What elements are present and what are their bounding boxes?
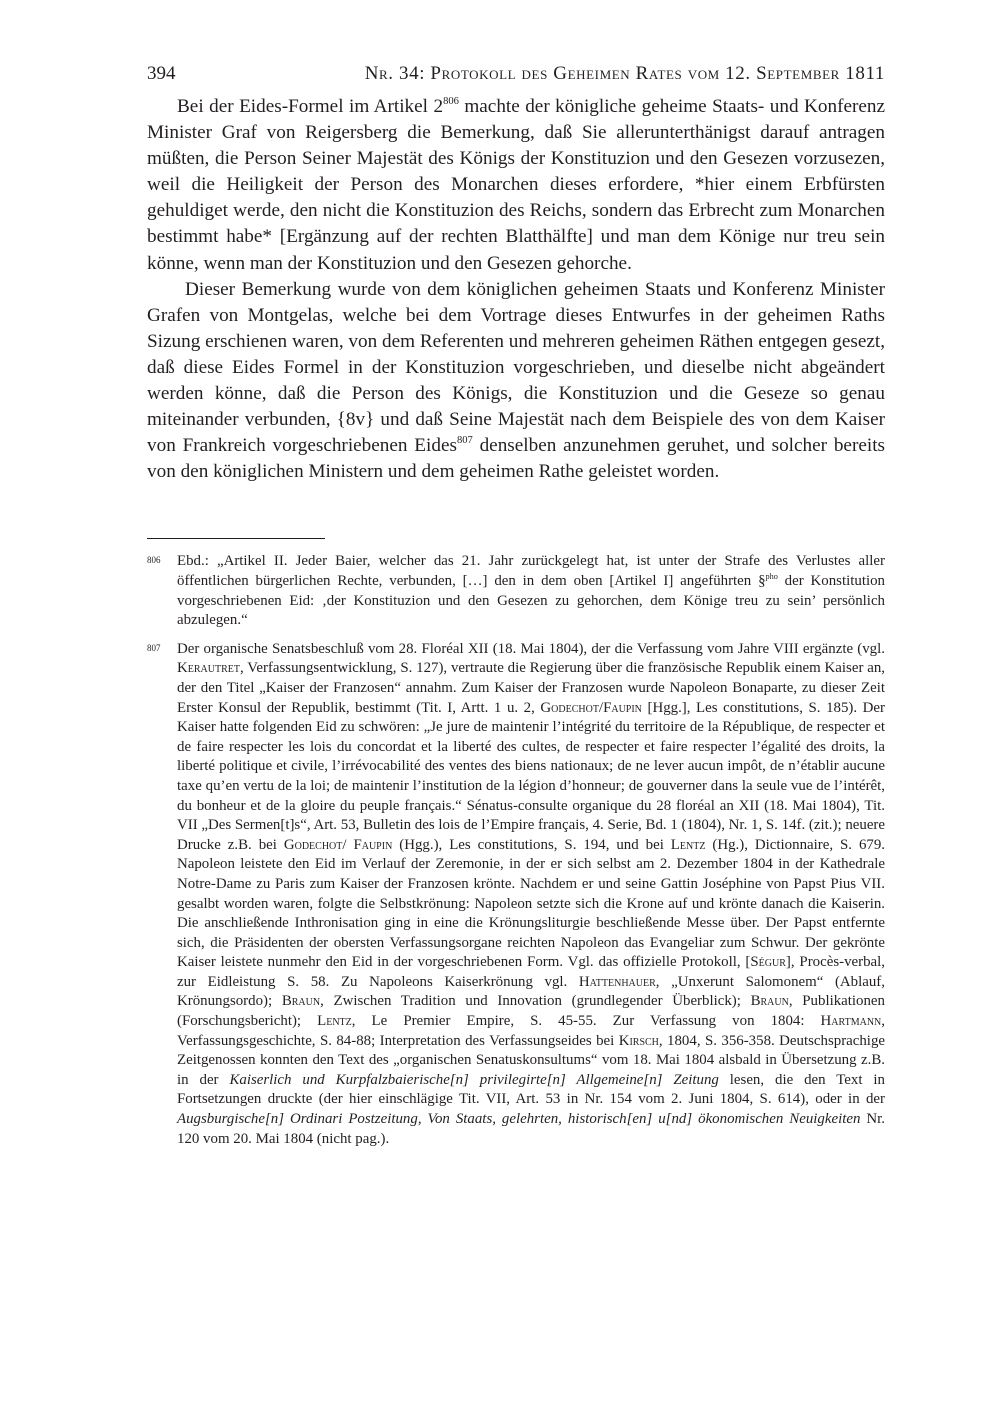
footnote-806-sup: pho: [765, 571, 778, 581]
author-name: Godechot/Faupin: [540, 699, 642, 716]
fn807-seg: [Hgg.], Les constitutions, S. 185). Der Kaiser hatte folgenden Eid zu schwören: „Je jure de maintenir l’intégrité du territoire de la République, de respecter et de faire respecter les lois du concordat et la liberté des cultes, de respecter et faire respecter l’égalité des droits, la liberté politique et civile, l’irrévocabilité des ventes des biens nationaux; de ne lever aucun impôt, de n’établir aucune taxe qu’en vertu de la loi; de maintenir l’institution de la légion d’honneur; de gouverner dans la seule vue de l’intérêt, du bonheur et de la gloire du peuple français.“ Sénatus-consulte organique du 28 floréal an XII (18. Mai 1804), Tit. VII „Des Sermen[t]s“, Art. 53, Bulletin des lois de l’Empire français, 4. Serie, Bd. 1 (1804), Nr. 1, S. 14f. (zit.); neuere Drucke z.B. bei: [177, 699, 885, 853]
footnote-ref-806: 806: [443, 96, 459, 108]
main-text: [147, 94, 885, 485]
footnote-text: [177, 552, 885, 630]
author-name: Lentz: [670, 836, 706, 853]
fn807-seg: , Le Premier Empire, S. 45-55. Zur Verfassung von 1804:: [351, 1013, 821, 1030]
fn807-seg: , 1804, S. 356-358. Deutschsprachige Zeitgenossen konnten den Text des „organischen Senatuskonsultums“ vom 18. Mai 1804 alsbald in Übersetzung z.B. in der: [177, 1032, 886, 1088]
fn807-seg: lesen, die den Text in Fortsetzungen druckte (der hier einschlägige Tit. VII, Art. 53 in Nr. 154 vom 2. Juni 1804, S. 614), oder in der: [177, 1071, 885, 1108]
author-name: Hattenhauer: [578, 973, 656, 990]
author-name: Kirsch: [618, 1032, 659, 1049]
author-name: Hartmann: [820, 1013, 882, 1030]
document-page: [147, 62, 885, 1158]
fn807-seg: , Publikationen (Forschungsbericht);: [177, 993, 885, 1030]
author-name: Braun: [281, 993, 321, 1010]
fn807-seg: ], Procès-verbal, zur Eidleistung S. 58. Zu Napoleons Kaiserkrönung vgl.: [177, 954, 885, 990]
author-name: Kerautret: [177, 660, 240, 677]
fn807-seg: Nr. 120 vom 20. Mai 1804 (nicht pag.).: [177, 1111, 885, 1147]
page-number: 394: [147, 63, 176, 84]
fn807-seg: , „Unxerunt Salomonem“ (Ablauf, Krönungsordo);: [177, 973, 885, 1010]
paragraph-2: [147, 277, 885, 486]
fn807-seg: , Verfassungsgeschichte, S. 84-88; Interpretation des Verfassungseides bei: [177, 1013, 885, 1049]
author-name: Ségur: [750, 954, 786, 971]
newspaper-title: Augsburgische[n] Ordinari Postzeitung, Von Staats, gelehrten, historisch[en] u[nd] ökonomischen Neuigkeiten: [177, 1111, 861, 1128]
footnote-number: 807: [147, 642, 161, 653]
fn807-seg: , Zwischen Tradition und Innovation (grundlegender Überblick);: [320, 993, 751, 1010]
footnotes: [147, 552, 885, 1149]
paragraph-1-text-end: machte der königliche geheime Staats- und Konferenz Minister Graf von Reigersberg die Bemerkung, daß Sie allerunterthänigst darauf antragen müßten, die Person Seiner Majestät des Königs der Konstituzion und den Gesezen vorzusezen, weil die Heiligkeit der Person des Monarchen dieses erfordere, *hier einem Erbfürsten gehuldiget werde, den nicht die Konstituzion des Reichs, sondern das Erbrecht zum Monarchen bestimmt habe* [Ergänzung auf der rechten Blatthälfte] und man dem Könige nur treu sein könne, wenn man der Konstituzion und den Gesezen gehorche.: [147, 96, 885, 274]
paragraph-1-text-start: Bei der Eides-Formel im Artikel 2: [177, 96, 444, 117]
newspaper-title: Kaiserlich und Kurpfalzbaierische[n] privilegirte[n] Allgemeine[n] Zeitung: [229, 1071, 719, 1088]
paragraph-1: [147, 94, 885, 277]
paragraph-2-text-start: Dieser Bemerkung wurde von dem königlichen geheimen Staats und Konferenz Minister Grafen von Montgelas, welche bei dem Vortrage dieses Entwurfes in der geheimen Raths Sizung erschienen waren, von dem Referenten und mehreren geheimen Räthen entgegen gesezt, daß diese Eides Formel in der Konstituzion vorgeschrieben, und dieselbe nicht abgeändert werden könne, daß die Person des Königs, die Konstituzion und die Geseze so genau miteinander verbunden, {8v} und daß Seine Majestät nach dem Beispiele des von dem Kaiser von Frankreich vorgeschriebenen Eides: [147, 278, 885, 457]
footnote-ref-807: 807: [456, 435, 473, 447]
footnote-806-text-end: der Konstitution vorgeschriebenen Eid: ‚der Konstituzion und den Gesezen zu gehorchen, dem Könige treu zu sein’ persönlich abzulegen.“: [177, 573, 885, 629]
fn807-seg: , Verfassungsentwicklung, S. 127), vertraute die Regierung über die französische Republik einem Kaiser an, der den Titel „Kaiser der Franzosen“ annahm. Zum Kaiser der Franzosen wurde Napoleon Bonaparte, zu dieser Zeit Erster Konsul der Republik, bestimmt (Tit. I, Artt. 1 u. 2,: [177, 660, 885, 716]
fn807-seg: (Hg.), Dictionnaire, S. 679. Napoleon leistete den Eid im Verlauf der Zeremonie, in der er sich selbst am 2. Dezember 1804 in der Kathedrale Notre-Dame zu Paris zum Kaiser der Franzosen krönte. Nachdem er und seine Gattin Joséphine von Papst Pius VII. gesalbt worden waren, folgte die Selbstkrönung: Napoleon setzte sich die Krone auf und krönte danach die Kaiserin. Die anschließende Inthronisation ging in eine die Krönungsliturgie beschließende Messe über. Der Papst entfernte sich, die Präsidenten der obersten Verfassungsorgane reichten Napoleon das Evangeliar zum Schwur. Der gekrönte Kaiser leistete nunmehr den Eid in der vorgeschriebenen Form. Vgl. das offizielle Protokoll, [: [177, 836, 886, 971]
fn807-seg: (Hgg.), Les constitutions, S. 194, und bei: [392, 836, 671, 853]
author-name: Braun: [750, 993, 789, 1010]
fn807-seg: Der organische Senatsbeschluß vom 28. Floréal XII (18. Mai 1804), der die Verfassung vom Jahre VIII ergänzte (vgl.: [177, 640, 885, 657]
author-name: Lentz: [317, 1013, 352, 1030]
footnote-807: [147, 640, 885, 1149]
author-name: Godechot/ Faupin: [283, 836, 393, 853]
footnote-806-text-start: Ebd.: „Artikel II. Jeder Baier, welcher das 21. Jahr zurückgelegt hat, ist unter der Strafe des Verlustes aller öffentlichen bürgerlichen Rechte, verbunden, […] den in dem oben [Artikel I] angeführten §: [177, 553, 885, 589]
footnote-separator: [147, 538, 325, 539]
paragraph-2-text-end: denselben anzunehmen geruhet, und solcher bereits von den königlichen Ministern und dem geheimen Rathe geleistet worden.: [147, 435, 885, 483]
footnote-text: [177, 640, 885, 1149]
footnote-number: 806: [147, 555, 161, 566]
footnote-806: [147, 552, 885, 630]
running-title: Nr. 34: Protokoll des Geheimen Rates vom 12. September 1811: [364, 63, 885, 84]
running-header: [147, 62, 885, 86]
